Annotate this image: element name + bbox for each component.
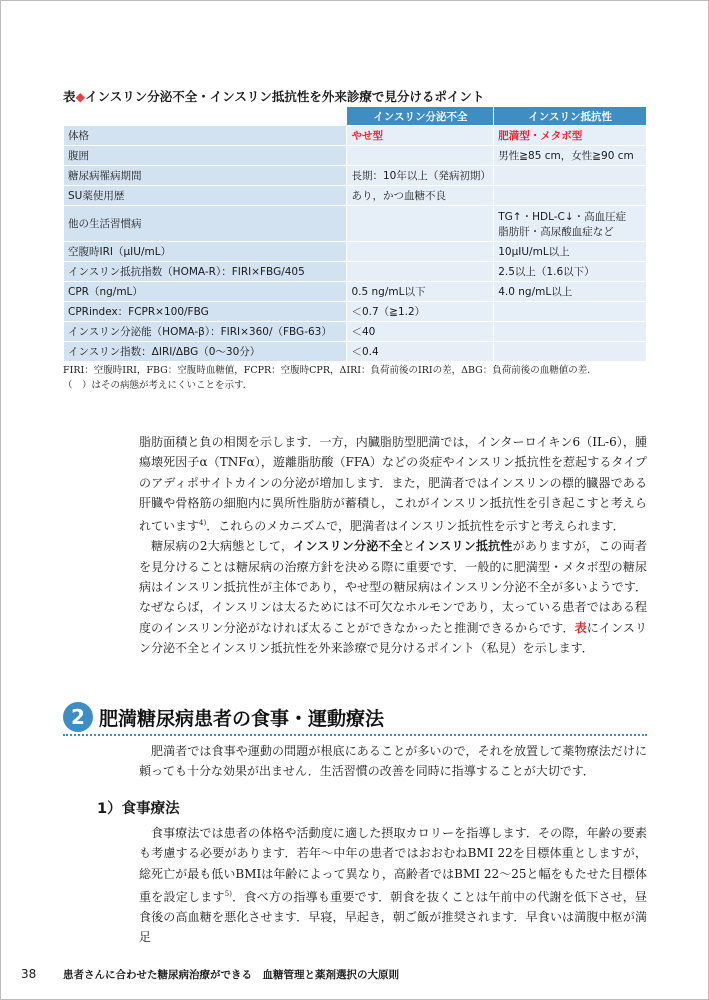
- table-header-resistance: インスリン抵抗性: [494, 107, 647, 126]
- tg-line-1: TG↑・HDL-C↓・高血圧症: [498, 210, 627, 223]
- table-cell: インスリン抵抗指数（HOMA-R）：FIRI×FBG/405: [64, 262, 347, 282]
- table-cell: 腹囲: [64, 146, 347, 166]
- p2-bold-resistance: インスリン抵抗性: [415, 539, 513, 554]
- paragraph-diet-text: 食事療法では患者の体格や活動度に適した摂取カロリーを指導します．その際，年齢の要素も考慮する必要があります．若年～中年の患者ではおおむねBMI 22を目標体重としますが，総死亡が最も低いBMIは年齢によって異なり，高齢者ではBMI 22～25と幅をもたせた目標体重を設定します: [139, 826, 647, 904]
- paragraph-two-pathologies: [139, 536, 647, 658]
- table-row: [64, 146, 647, 166]
- table-footnote-2: （ ）はその病態が考えにくいことを示す．: [63, 380, 253, 391]
- table-cell: 長期：10年以上（発病初期）: [347, 166, 494, 186]
- table-row: [64, 126, 647, 146]
- section-heading: [63, 700, 647, 736]
- paragraph-mechanism: [139, 432, 647, 536]
- table-cell: 糖尿病罹病期間: [64, 166, 347, 186]
- table-cell: 0.5 ng/mL以下: [347, 282, 494, 302]
- body-text-diet: [139, 823, 647, 948]
- table-cell: [494, 322, 647, 342]
- page-number: 38: [21, 967, 37, 981]
- p2-bold-secretion: インスリン分泌不全: [293, 539, 403, 554]
- table-cell: CPRindex：FCPR×100/FBG: [64, 302, 347, 322]
- table-row: [64, 282, 647, 302]
- table-title-prefix: 表: [63, 89, 76, 104]
- table-row: [64, 262, 647, 282]
- tg-line-2: 脂肪肝・高尿酸血症など: [498, 225, 614, 238]
- table-cell: [494, 186, 647, 206]
- table-cell: インスリン指数：ΔIRI/ΔBG（0～30分）: [64, 342, 347, 362]
- table-cell: ＜0.7（≧1.2）: [347, 302, 494, 322]
- table-cell: 男性≧85 cm，女性≧90 cm: [494, 146, 647, 166]
- citation-5: 5): [224, 889, 232, 898]
- table-header-blank: [64, 107, 347, 126]
- table-cell: 肥満型・メタボ型: [494, 126, 647, 146]
- diamond-icon: ◆: [75, 89, 86, 104]
- table-title-text: インスリン分泌不全・インスリン抵抗性を外来診療で見分けるポイント: [85, 89, 485, 104]
- table-row: [64, 242, 647, 262]
- table-row: [64, 302, 647, 322]
- table-header-secretion: インスリン分泌不全: [347, 107, 494, 126]
- section-number-badge: 2: [63, 702, 93, 732]
- table-row: [64, 342, 647, 362]
- table-cell: [347, 206, 494, 242]
- table-cell: [347, 242, 494, 262]
- table-cell: 2.5以上（1.6以下）: [494, 262, 647, 282]
- table-row: [64, 322, 647, 342]
- table-cell: SU薬使用歴: [64, 186, 347, 206]
- running-title: 患者さんに合わせた糖尿病治療ができる 血糖管理と薬剤選択の大原則: [63, 969, 399, 981]
- table-cell: [494, 302, 647, 322]
- table-cell: [494, 342, 647, 362]
- subsection-title: 1）食事療法: [97, 801, 180, 817]
- table-cell: [494, 206, 647, 242]
- table-reference-link[interactable]: 表: [574, 620, 587, 635]
- citation-4: 4): [199, 519, 207, 528]
- table-cell: 他の生活習慣病: [64, 206, 347, 242]
- points-table: [63, 106, 647, 362]
- table-cell: [347, 146, 494, 166]
- table-title: [63, 87, 484, 105]
- table-row: [64, 186, 647, 206]
- p2-text-e: にインスリン分泌不全とインスリン抵抗性を外来診療で見分けるポイント（私見）を示します．: [139, 620, 647, 655]
- table-cell: 4.0 ng/mL以上: [494, 282, 647, 302]
- body-text-section-intro: [139, 741, 647, 782]
- paragraph-mechanism-tail: ．これらのメカニズムで，肥満者はインスリン抵抗性を示すと考えられます．: [206, 519, 625, 534]
- p2-text-c: と: [402, 539, 416, 554]
- table-header-row: [64, 107, 647, 126]
- paragraph-mechanism-text: 脂肪面積と負の相関を示します．一方，内臓脂肪型肥満では，インターロイキン6（IL-6），腫瘍壊死因子α（TNFα），遊離脂肪酸（FFA）などの炎症やインスリン抵抗性を惹起するタイプのアディポサイトカインの分泌が増加します．また，肥満者ではインスリンの標的臓器である肝臓や骨格筋の細胞内に異所性脂肪が蓄積し，これがインスリン抵抗性を引き起こすと考えられています: [139, 435, 647, 534]
- table-cell: やせ型: [347, 126, 494, 146]
- p2-text-d: がありますが，この両者を見分けることは糖尿病の治療方針を決める際に重要です．一般的に肥満型・メタボ型の糖尿病はインスリン抵抗性が主体であり，やせ型の糖尿病はインスリン分泌不全が多いようです．なぜならば，インスリンは太るためには不可欠なホルモンであり，太っている患者ではある程度のインスリン分泌がなければ太ることができなかったと推測できるからです．: [139, 539, 647, 635]
- table-row: [64, 206, 647, 242]
- table-cell: 体格: [64, 126, 347, 146]
- table-cell: 空腹時IRI（μIU/mL）: [64, 242, 347, 262]
- table-row: [64, 166, 647, 186]
- table-cell: [494, 166, 647, 186]
- section-title: 肥満糖尿病患者の食事・運動療法: [99, 708, 385, 730]
- table-cell: ＜0.4: [347, 342, 494, 362]
- table-cell: 10μIU/mL以上: [494, 242, 647, 262]
- table-cell: インスリン分泌能（HOMA-β）：FIRI×360/（FBG-63）: [64, 322, 347, 342]
- table-cell: CPR（ng/mL）: [64, 282, 347, 302]
- paragraph-section-intro: 肥満者では食事や運動の問題が根底にあることが多いので，それを放置して薬物療法だけに頼っても十分な効果が出ません．生活習慣の改善を同時に指導することが大切です．: [139, 744, 647, 779]
- body-text-upper: [139, 432, 647, 658]
- paragraph-diet: [139, 823, 647, 948]
- table-cell: ＜40: [347, 322, 494, 342]
- table-cell: あり，かつ血糖不良: [347, 186, 494, 206]
- table-footnote-1: FIRI：空腹時IRI，FBG：空腹時血糖値，FCPR：空腹時CPR，ΔIRI：負荷前後のIRIの差，ΔBG：負荷前後の血糖値の差．: [63, 365, 597, 376]
- p2-text-a: 糖尿病の2大病態として，: [151, 539, 294, 554]
- paragraph-diet-tail: ．食べ方の指導も重要です．朝食を抜くことは午前中の代謝を低下させ，昼食後の高血糖を悪化させます．早寝，早起き，朝ご飯が推奨されます．早食いは満腹中枢が満足: [139, 889, 647, 945]
- table-cell: [347, 262, 494, 282]
